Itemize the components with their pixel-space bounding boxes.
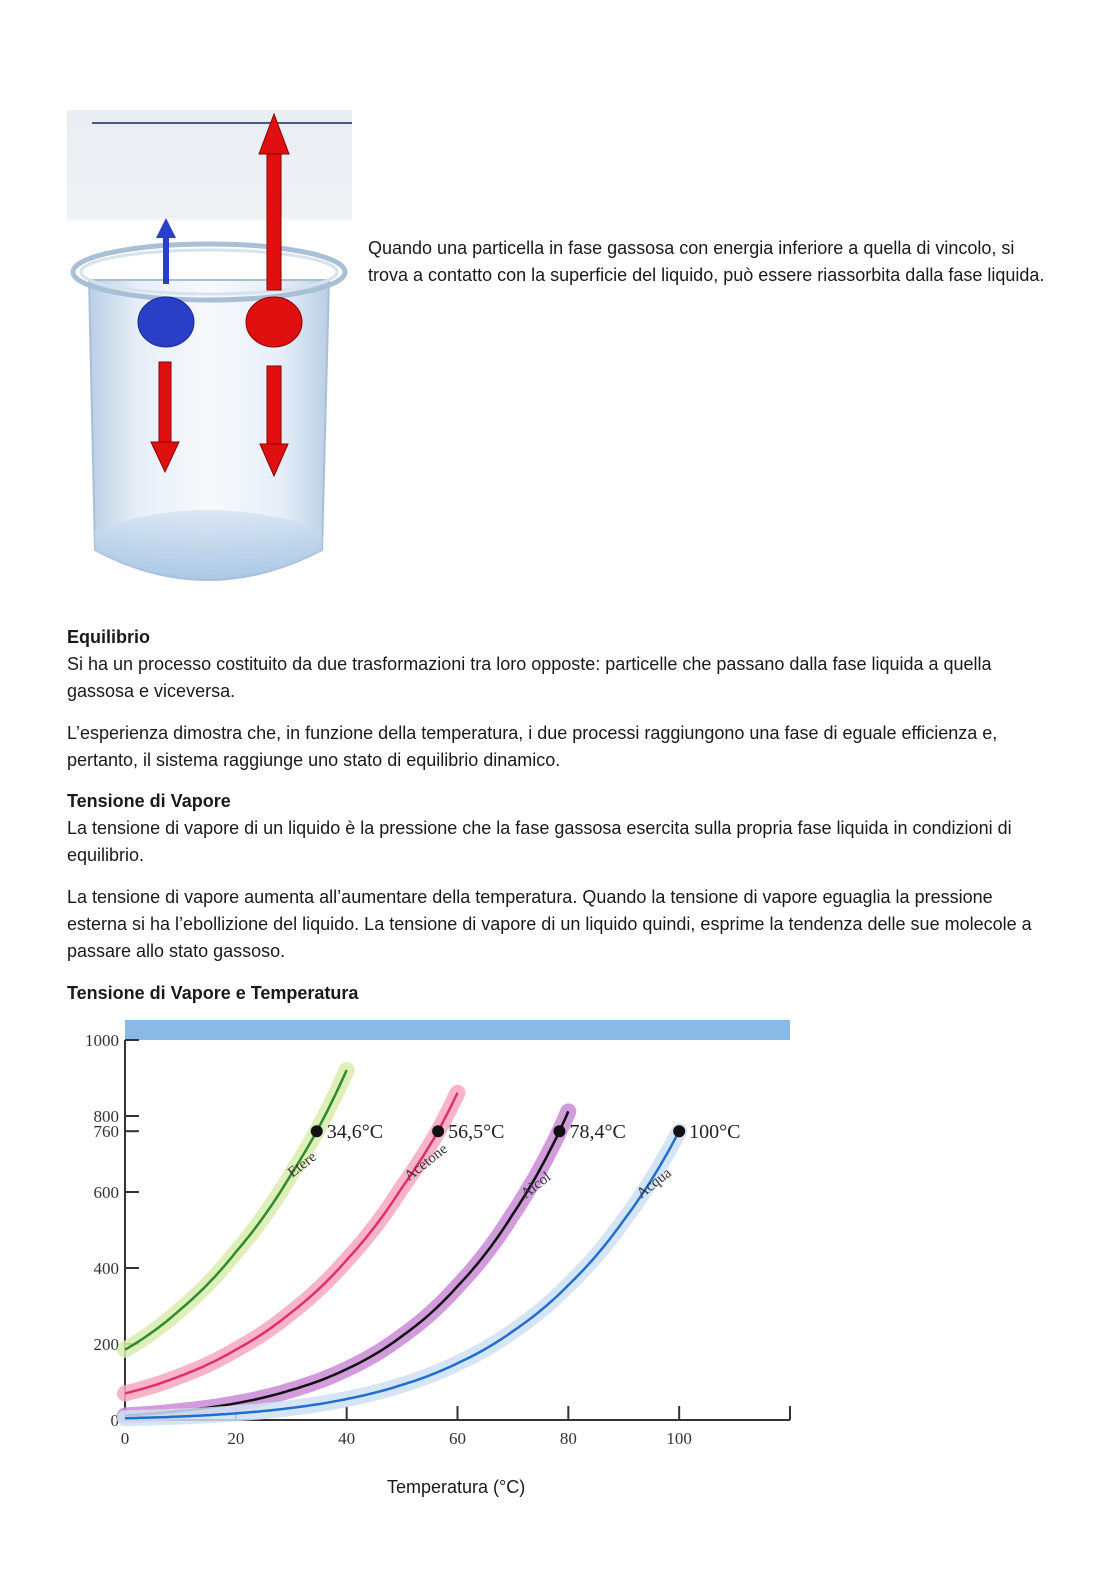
y-tick-label-800: 800	[93, 1107, 119, 1126]
x-tick-label-40: 40	[338, 1429, 356, 1448]
curve-label-acqua: Acqua	[633, 1165, 675, 1202]
red-down-arrow-shaft	[267, 366, 281, 446]
blue-down-arrow-shaft	[159, 362, 171, 444]
tensione-paragraph-1: La tensione di vapore di un liquido è la pressione che la fase gassosa esercita sulla propria fase liquida in condizioni di equilibrio.	[67, 818, 1012, 865]
boiling-label-alcol: 78,4°C	[569, 1121, 626, 1144]
curve-label-etere: Etere	[284, 1148, 320, 1182]
equilibrio-paragraph-2: L’esperienza dimostra che, in funzione della temperatura, i due processi raggiungono una fase di eguale efficienza e, pertanto, il sistema raggiunge uno stato di equilibrio dinamico.	[67, 723, 998, 770]
x-tick-label-20: 20	[227, 1429, 245, 1448]
heading-tensione-di-vapore: Tensione di Vapore	[67, 791, 231, 811]
equilibrio-paragraph-1: Si ha un processo costituito da due trasformazioni tra loro opposte: particelle che passano dalla fase liquida a quella gassosa e viceversa.	[67, 654, 992, 701]
boiling-point-acetone	[432, 1125, 444, 1137]
boiling-point-alcol	[553, 1125, 565, 1137]
y-tick-label-760: 760	[93, 1122, 119, 1142]
x-axis-label: Temperatura (°C)	[387, 1477, 526, 1497]
y-tick-label-400: 400	[93, 1259, 119, 1278]
x-tick-label-100: 100	[666, 1429, 692, 1448]
x-tick-label-80: 80	[559, 1429, 577, 1448]
intro-paragraph: Quando una particella in fase gassosa con energia inferiore a quella di vincolo, si trova a contatto con la superficie del liquido, può essere riassorbita dalla fase liquida.	[368, 238, 1045, 285]
y-tick-label-0: 0	[110, 1411, 119, 1430]
vapor-pressure-chart	[60, 1020, 805, 1465]
x-tick-label-60: 60	[449, 1429, 466, 1448]
red-particle	[246, 297, 302, 347]
curve-halo-acetone	[125, 1093, 458, 1394]
heading-equilibrio: Equilibrio	[67, 627, 150, 647]
tensione-paragraph-2: La tensione di vapore aumenta all’aumentare della temperatura. Quando la tensione di vapore eguaglia la pressione esterna si ha l’ebollizione del liquido. La tensione di vapore di un liquido quindi, esprime la tendenza delle sue molecole a passare allo stato gassoso.	[67, 887, 1032, 961]
chart-svg	[60, 1020, 805, 1465]
y-tick-label-200: 200	[93, 1335, 119, 1354]
beaker-illustration	[67, 110, 352, 598]
blue-particle	[138, 297, 194, 347]
blue-up-arrow-shaft	[163, 232, 169, 284]
boiling-point-acqua	[673, 1125, 685, 1137]
curve-etere	[125, 1070, 347, 1350]
boiling-label-acetone: 56,5°C	[448, 1121, 505, 1144]
boiling-point-etere	[311, 1125, 323, 1137]
heading-tensione-temperatura: Tensione di Vapore e Temperatura	[67, 983, 359, 1003]
beaker-figure	[67, 110, 352, 598]
y-tick-label-1000: 1000	[85, 1031, 119, 1050]
curve-acetone	[125, 1093, 458, 1394]
curve-halo-etere	[125, 1070, 347, 1350]
y-tick-label-600: 600	[93, 1183, 119, 1202]
boiling-label-etere: 34,6°C	[326, 1121, 384, 1144]
chart-top-band	[125, 1020, 790, 1040]
red-up-arrow-shaft	[267, 148, 281, 290]
boiling-label-acqua: 100°C	[689, 1121, 741, 1144]
x-tick-label-0: 0	[120, 1429, 130, 1448]
curve-label-alcol: Alcol	[518, 1169, 555, 1203]
curve-label-acetone: Acetone	[401, 1141, 451, 1185]
